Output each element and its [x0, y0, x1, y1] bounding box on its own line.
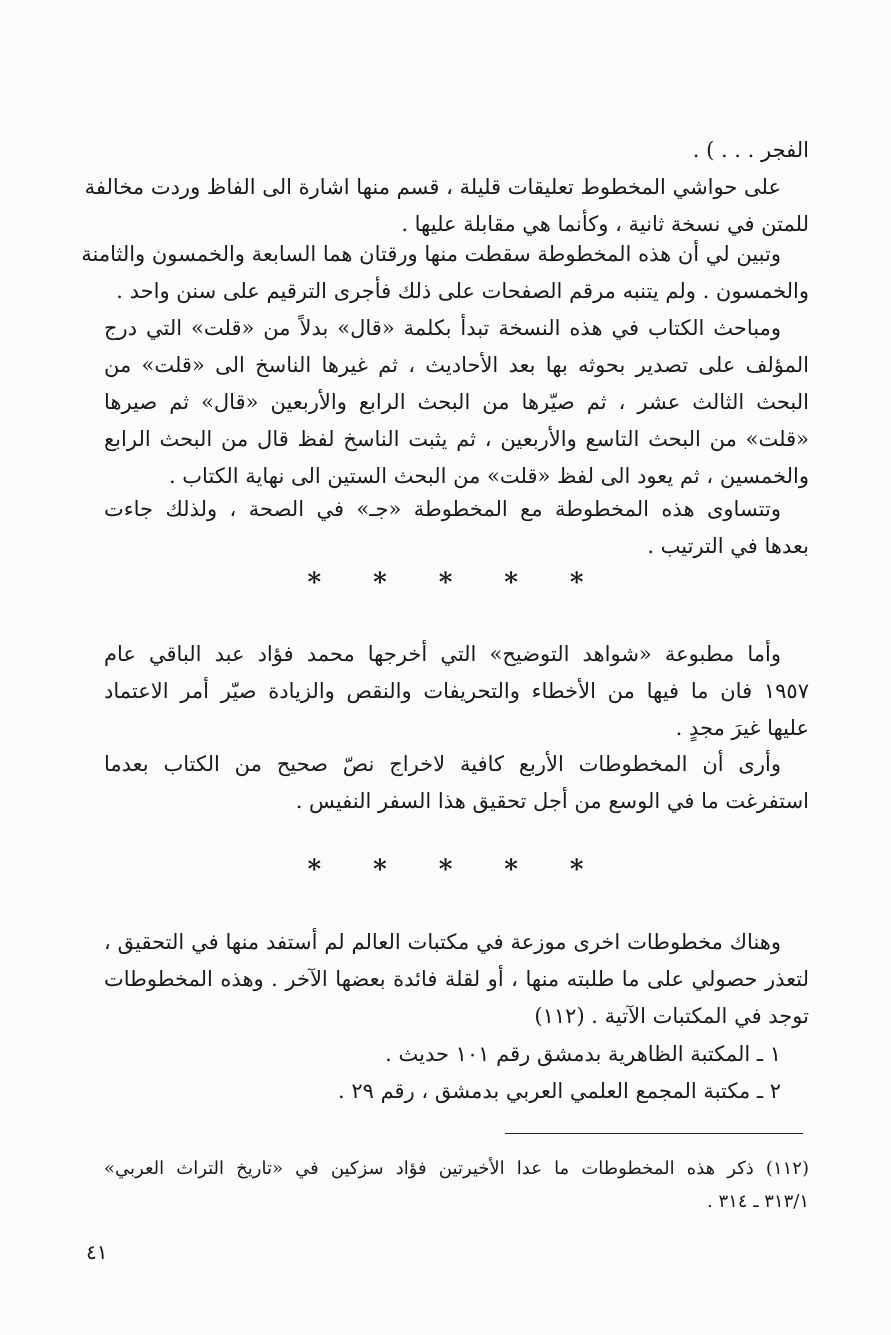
- separator-star: *: [438, 568, 453, 598]
- footnote: [104, 1152, 809, 1218]
- separator-star: *: [569, 568, 584, 598]
- text-line: على حواشي المخطوط تعليقات قليلة ، قسم منها اشارة الى الفاظ وردت مخالفة: [84, 175, 781, 199]
- text-line: وهناك مخطوطات اخرى موزعة في مكتبات العالم لم أستفد منها في التحقيق ،: [104, 930, 781, 954]
- section-separator: [0, 568, 891, 598]
- text-line: عليها غيرَ مجدٍ .: [675, 716, 809, 740]
- paragraph-6: [104, 746, 809, 820]
- paragraph-7: [104, 924, 809, 1035]
- list-item: ٢ ـ مكتبة المجمع العلمي العربي بدمشق ، رقم ٢٩ .: [337, 1079, 781, 1103]
- paragraph-3: [104, 310, 809, 495]
- footnote-line: ٣١٣/١ ـ ٣١٤ .: [707, 1191, 809, 1212]
- separator-star: *: [373, 568, 387, 598]
- paragraph-5: [104, 636, 809, 747]
- text-line: وتتساوى هذه المخطوطة مع المخطوطة «جـ» في الصحة ، ولذلك جاءت: [104, 497, 781, 521]
- section-separator: [0, 855, 891, 885]
- separator-star: *: [504, 568, 518, 598]
- separator-star: *: [373, 855, 387, 885]
- text-line: والخمسون . ولم يتنبه مرقم الصفحات على ذلك فأجرى الترقيم على سنن واحد .: [116, 279, 809, 303]
- text-line: الفجر . . . ) .: [692, 138, 809, 162]
- separator-star: *: [504, 855, 518, 885]
- separator-star: *: [307, 855, 322, 885]
- text-line: بعدها في الترتيب .: [647, 534, 809, 558]
- footnote-divider: [505, 1133, 803, 1134]
- text-line: لتعذر حصولي على ما طلبته منها ، أو لقلة فائدة بعضها الآخر . وهذه المخطوطات: [104, 967, 809, 991]
- text-line: وتبين لي أن هذه المخطوطة سقطت منها ورقتان هما السابعة والخمسون والثامنة: [81, 242, 781, 266]
- separator-star: *: [438, 855, 453, 885]
- paragraph-1: [84, 132, 809, 243]
- text-line: وأما مطبوعة «شواهد التوضيح» التي أخرجها محمد فؤاد عبد الباقي عام: [104, 642, 781, 666]
- text-line: والخمسين ، ثم يعود الى لفظ «قلت» من البحث الستين الى نهاية الكتاب .: [168, 464, 809, 488]
- text-line: المؤلف على تصدير بحوثه بها بعد الأحاديث ، ثم غيرها الناسخ الى «قلت» من: [104, 353, 809, 377]
- page-number: ٤١: [86, 1240, 108, 1264]
- list-item: ١ ـ المكتبة الظاهرية بدمشق رقم ١٠١ حديث .: [385, 1042, 781, 1066]
- text-line: توجد في المكتبات الآتية . (١١٢): [534, 1004, 809, 1028]
- text-line: «قلت» من البحث التاسع والأربعين ، ثم يثبت الناسخ لفظ قال من البحث الرابع: [104, 427, 809, 451]
- text-line: استفرغت ما في الوسع من أجل تحقيق هذا السفر النفيس .: [295, 789, 809, 813]
- separator-star: *: [307, 568, 322, 598]
- text-line: البحث الثالث عشر ، ثم صيّرها من البحث الرابع والأربعين «قال» ثم صيرها: [104, 390, 809, 414]
- library-list: [104, 1036, 809, 1110]
- text-line: وأرى أن المخطوطات الأربع كافية لاخراج نصّ صحيح من الكتاب بعدما: [104, 752, 781, 776]
- text-line: ومباحث الكتاب في هذه النسخة تبدأ بكلمة «قال» بدلاً من «قلت» التي درج: [104, 316, 781, 340]
- text-line: ١٩٥٧ فان ما فيها من الأخطاء والتحريفات والنقص والزيادة صيّر أمر الاعتماد: [104, 679, 809, 703]
- separator-star: *: [569, 855, 584, 885]
- footnote-line: (١١٢) ذكر هذه المخطوطات ما عدا الأخيرتين فؤاد سزكين في «تاريخ التراث العربي»: [104, 1158, 809, 1179]
- paragraph-2: [81, 236, 809, 310]
- text-line: للمتن في نسخة ثانية ، وكأنما هي مقابلة عليها .: [401, 212, 809, 236]
- paragraph-4: [104, 491, 809, 565]
